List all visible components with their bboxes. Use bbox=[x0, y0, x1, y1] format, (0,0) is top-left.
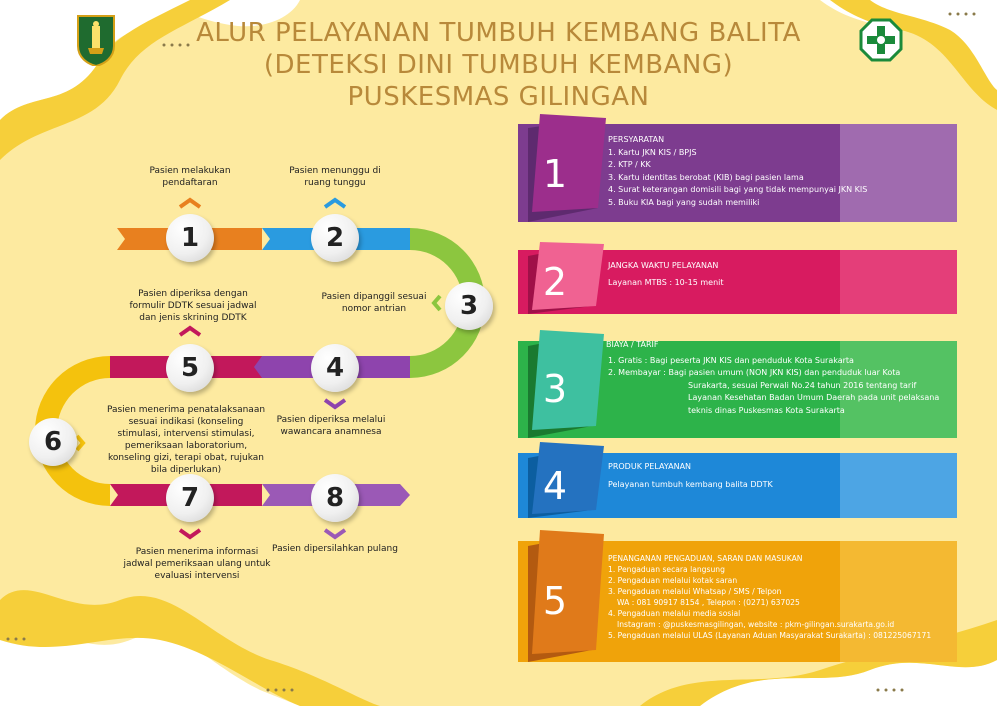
title-line-3: PUSKESMAS GILINGAN bbox=[347, 82, 650, 112]
panel-item: teknis dinas Puskesmas Kota Surakarta bbox=[688, 405, 845, 415]
flow-node-4: 4 bbox=[311, 344, 359, 392]
panel-number: 1 bbox=[542, 152, 568, 196]
panel-item: Surakarta, sesuai Perwali No.24 tahun 2016 tentang tarif bbox=[688, 380, 917, 390]
info-panel-persyaratan bbox=[518, 124, 959, 222]
panel-number: 5 bbox=[542, 579, 568, 623]
panel-content bbox=[608, 461, 951, 491]
flow-caption-1: Pasien melakukan pendaftaran bbox=[149, 166, 231, 188]
flow-node-6: 6 bbox=[29, 418, 77, 466]
info-panel-pengaduan bbox=[518, 541, 959, 662]
panel-item: 4. Surat keterangan domisili bagi yang tidak mempunyai JKN KIS bbox=[608, 185, 868, 194]
flow-caption-4: Pasien diperiksa melalui wawancara anamnesa bbox=[276, 415, 386, 437]
info-panel-biaya bbox=[518, 341, 959, 438]
panel-item: 2. Pengaduan melalui kotak saran bbox=[608, 576, 738, 585]
panel-title: JANGKA WAKTU PELAYANAN bbox=[608, 261, 719, 270]
flow-caption-3: Pasien dipanggil sesuai nomor antrian bbox=[321, 292, 427, 314]
panel-item: Layanan MTBS : 10-15 menit bbox=[608, 277, 724, 287]
flow-node-7: 7 bbox=[166, 474, 214, 522]
panel-item: Instagram : @puskesmasgilingan, website : pkm-gilingan.surakarta.go.id bbox=[617, 620, 895, 629]
panel-number: 4 bbox=[542, 463, 568, 508]
panel-title: PERSYARATAN bbox=[608, 135, 665, 144]
panel-content bbox=[606, 339, 951, 417]
panel-item: 1. Gratis : Bagi peserta JKN KIS dan penduduk Kota Surakarta bbox=[608, 355, 854, 365]
flow-node-2: 2 bbox=[311, 214, 359, 262]
info-panel-jangka-waktu bbox=[518, 250, 959, 314]
panel-content bbox=[608, 134, 951, 209]
panel-content bbox=[608, 553, 951, 641]
panel-item: 5. Buku KIA bagi yang sudah memiliki bbox=[608, 197, 760, 207]
flow-caption-8: Pasien dipersilahkan pulang bbox=[272, 544, 398, 554]
flow-caption-5: Pasien diperiksa dengan formulir DDTK sesuai jadwal dan jenis skrining DDTK bbox=[129, 289, 257, 323]
flow-node-3: 3 bbox=[445, 282, 493, 330]
panel-item: 2. Membayar : Bagi pasien umum (NON JKN KIS) dan penduduk luar Kota bbox=[608, 368, 901, 377]
title-line-1: ALUR PELAYANAN TUMBUH KEMBANG BALITA bbox=[196, 18, 801, 48]
panel-item: 1. Kartu JKN KIS / BPJS bbox=[608, 147, 697, 157]
flow-node-8: 8 bbox=[311, 474, 359, 522]
panel-item: 2. KTP / KK bbox=[608, 160, 651, 169]
flow-node-1: 1 bbox=[166, 214, 214, 262]
flow-caption-2: Pasien menunggu di ruang tunggu bbox=[289, 166, 381, 188]
panel-title: BIAYA / TARIF bbox=[606, 340, 659, 349]
title-line-2: (DETEKSI DINI TUMBUH KEMBANG) bbox=[263, 50, 734, 80]
panel-title: PENANGANAN PENGADUAN, SARAN DAN MASUKAN bbox=[608, 554, 803, 563]
panel-item: WA : 081 90917 8154 , Telepon : (0271) 637025 bbox=[617, 598, 800, 607]
panel-item: 4. Pengaduan melalui media sosial bbox=[608, 609, 741, 618]
panel-item: 5. Pengaduan melalui ULAS (Layanan Aduan Masyarakat Surakarta) : 081225067171 bbox=[608, 631, 932, 640]
flow-caption-6: Pasien menerima penatalaksanaan sesuai indikasi (konseling stimulasi, intervensi stimulasi, pemeriksaan laboratorium, konseling gizi, terapi obat, rujukan bila diperlukan) bbox=[106, 405, 266, 475]
flow-node-5: 5 bbox=[166, 344, 214, 392]
panel-item: Pelayanan tumbuh kembang balita DDTK bbox=[608, 479, 773, 489]
flow-caption-7: Pasien menerima informasi jadwal pemeriksaan ulang untuk evaluasi intervensi bbox=[123, 547, 271, 581]
panel-title: PRODUK PELAYANAN bbox=[608, 462, 692, 471]
panel-item: 3. Kartu identitas berobat (KIB) bagi pasien lama bbox=[608, 172, 804, 182]
panel-item: 1. Pengaduan secara langsung bbox=[608, 565, 725, 574]
panel-content bbox=[608, 260, 951, 289]
panel-number: 2 bbox=[542, 260, 568, 304]
info-panel-produk bbox=[518, 453, 959, 518]
panel-item: 3. Pengaduan melalui Whatsap / SMS / Telpon bbox=[608, 587, 782, 596]
panel-number: 3 bbox=[542, 367, 568, 411]
panel-item: Layanan Kesehatan Badan Umum Daerah pada unit pelaksana bbox=[688, 393, 940, 402]
